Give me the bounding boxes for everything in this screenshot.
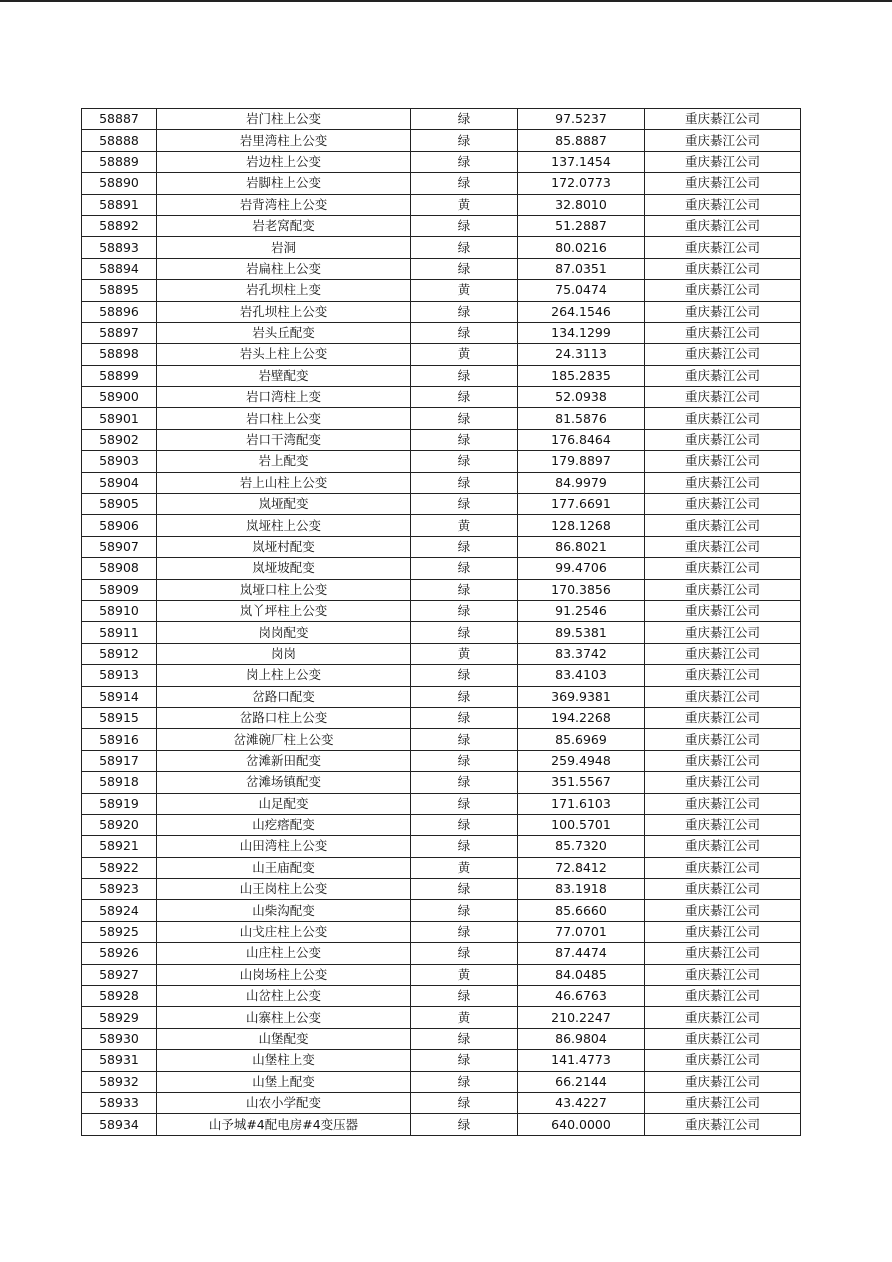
cell-name: 山堡柱上变 bbox=[157, 1050, 411, 1071]
cell-status: 绿 bbox=[411, 729, 518, 750]
cell-company: 重庆綦江公司 bbox=[645, 986, 801, 1007]
cell-status: 绿 bbox=[411, 921, 518, 942]
cell-company: 重庆綦江公司 bbox=[645, 173, 801, 194]
cell-name: 岔滩场镇配变 bbox=[157, 772, 411, 793]
cell-name: 岩老窝配变 bbox=[157, 215, 411, 236]
cell-company: 重庆綦江公司 bbox=[645, 643, 801, 664]
table-row bbox=[82, 215, 801, 236]
cell-company: 重庆綦江公司 bbox=[645, 1007, 801, 1028]
cell-status: 绿 bbox=[411, 943, 518, 964]
cell-company: 重庆綦江公司 bbox=[645, 429, 801, 450]
cell-company: 重庆綦江公司 bbox=[645, 387, 801, 408]
cell-value: 87.4474 bbox=[518, 943, 645, 964]
cell-value: 91.2546 bbox=[518, 600, 645, 621]
cell-company: 重庆綦江公司 bbox=[645, 472, 801, 493]
cell-status: 绿 bbox=[411, 1050, 518, 1071]
table-row bbox=[82, 237, 801, 258]
cell-name: 岩头丘配变 bbox=[157, 322, 411, 343]
cell-name: 山岗场柱上公变 bbox=[157, 964, 411, 985]
cell-status: 绿 bbox=[411, 600, 518, 621]
cell-name: 山王岗柱上公变 bbox=[157, 879, 411, 900]
cell-name: 岩脚柱上公变 bbox=[157, 173, 411, 194]
cell-value: 179.8897 bbox=[518, 451, 645, 472]
top-border-line bbox=[0, 0, 892, 2]
cell-id: 58933 bbox=[82, 1092, 157, 1113]
cell-name: 岩上配变 bbox=[157, 451, 411, 472]
cell-id: 58894 bbox=[82, 258, 157, 279]
cell-company: 重庆綦江公司 bbox=[645, 109, 801, 130]
cell-name: 岔滩碗厂柱上公变 bbox=[157, 729, 411, 750]
cell-value: 170.3856 bbox=[518, 579, 645, 600]
cell-company: 重庆綦江公司 bbox=[645, 322, 801, 343]
cell-id: 58899 bbox=[82, 365, 157, 386]
cell-id: 58922 bbox=[82, 857, 157, 878]
cell-value: 137.1454 bbox=[518, 151, 645, 172]
cell-value: 51.2887 bbox=[518, 215, 645, 236]
cell-company: 重庆綦江公司 bbox=[645, 365, 801, 386]
cell-name: 岩扁柱上公变 bbox=[157, 258, 411, 279]
cell-status: 绿 bbox=[411, 451, 518, 472]
cell-status: 黄 bbox=[411, 280, 518, 301]
cell-value: 75.0474 bbox=[518, 280, 645, 301]
cell-company: 重庆綦江公司 bbox=[645, 943, 801, 964]
cell-value: 83.3742 bbox=[518, 643, 645, 664]
cell-company: 重庆綦江公司 bbox=[645, 964, 801, 985]
table-row bbox=[82, 686, 801, 707]
cell-id: 58909 bbox=[82, 579, 157, 600]
cell-id: 58914 bbox=[82, 686, 157, 707]
cell-status: 绿 bbox=[411, 1028, 518, 1049]
cell-name: 岩边柱上公变 bbox=[157, 151, 411, 172]
cell-company: 重庆綦江公司 bbox=[645, 857, 801, 878]
cell-company: 重庆綦江公司 bbox=[645, 408, 801, 429]
cell-company: 重庆綦江公司 bbox=[645, 729, 801, 750]
cell-id: 58905 bbox=[82, 494, 157, 515]
cell-id: 58900 bbox=[82, 387, 157, 408]
cell-status: 绿 bbox=[411, 536, 518, 557]
cell-company: 重庆綦江公司 bbox=[645, 130, 801, 151]
cell-id: 58906 bbox=[82, 515, 157, 536]
cell-status: 绿 bbox=[411, 109, 518, 130]
cell-id: 58920 bbox=[82, 814, 157, 835]
cell-status: 绿 bbox=[411, 793, 518, 814]
cell-status: 绿 bbox=[411, 387, 518, 408]
cell-name: 岩口干湾配变 bbox=[157, 429, 411, 450]
table-row bbox=[82, 151, 801, 172]
table-row bbox=[82, 964, 801, 985]
cell-value: 72.8412 bbox=[518, 857, 645, 878]
cell-name: 岩口湾柱上变 bbox=[157, 387, 411, 408]
table-row bbox=[82, 1050, 801, 1071]
cell-status: 绿 bbox=[411, 301, 518, 322]
cell-status: 绿 bbox=[411, 258, 518, 279]
cell-value: 87.0351 bbox=[518, 258, 645, 279]
cell-status: 绿 bbox=[411, 151, 518, 172]
table-row bbox=[82, 793, 801, 814]
cell-company: 重庆綦江公司 bbox=[645, 515, 801, 536]
cell-value: 77.0701 bbox=[518, 921, 645, 942]
cell-value: 83.4103 bbox=[518, 665, 645, 686]
cell-id: 58923 bbox=[82, 879, 157, 900]
cell-id: 58896 bbox=[82, 301, 157, 322]
cell-company: 重庆綦江公司 bbox=[645, 750, 801, 771]
cell-status: 黄 bbox=[411, 964, 518, 985]
table-row bbox=[82, 986, 801, 1007]
cell-name: 岗上柱上公变 bbox=[157, 665, 411, 686]
cell-status: 绿 bbox=[411, 237, 518, 258]
cell-company: 重庆綦江公司 bbox=[645, 879, 801, 900]
cell-status: 绿 bbox=[411, 130, 518, 151]
cell-status: 绿 bbox=[411, 900, 518, 921]
cell-company: 重庆綦江公司 bbox=[645, 344, 801, 365]
cell-status: 黄 bbox=[411, 1007, 518, 1028]
cell-id: 58928 bbox=[82, 986, 157, 1007]
cell-company: 重庆綦江公司 bbox=[645, 215, 801, 236]
cell-status: 绿 bbox=[411, 408, 518, 429]
table-row bbox=[82, 1007, 801, 1028]
cell-company: 重庆綦江公司 bbox=[645, 836, 801, 857]
table-row bbox=[82, 280, 801, 301]
cell-name: 岚垭坡配变 bbox=[157, 558, 411, 579]
cell-company: 重庆綦江公司 bbox=[645, 151, 801, 172]
cell-status: 绿 bbox=[411, 558, 518, 579]
table-row bbox=[82, 494, 801, 515]
table-row bbox=[82, 536, 801, 557]
cell-value: 100.5701 bbox=[518, 814, 645, 835]
table-row bbox=[82, 772, 801, 793]
cell-name: 岩孔坝柱上公变 bbox=[157, 301, 411, 322]
cell-company: 重庆綦江公司 bbox=[645, 258, 801, 279]
cell-id: 58888 bbox=[82, 130, 157, 151]
cell-id: 58913 bbox=[82, 665, 157, 686]
table-row bbox=[82, 558, 801, 579]
cell-name: 岔路口柱上公变 bbox=[157, 707, 411, 728]
cell-company: 重庆綦江公司 bbox=[645, 579, 801, 600]
table-row bbox=[82, 1028, 801, 1049]
cell-id: 58934 bbox=[82, 1114, 157, 1135]
cell-status: 绿 bbox=[411, 322, 518, 343]
cell-status: 绿 bbox=[411, 772, 518, 793]
cell-status: 绿 bbox=[411, 686, 518, 707]
cell-status: 绿 bbox=[411, 1071, 518, 1092]
cell-id: 58918 bbox=[82, 772, 157, 793]
cell-name: 岩里湾柱上公变 bbox=[157, 130, 411, 151]
cell-name: 岚丫坪柱上公变 bbox=[157, 600, 411, 621]
cell-company: 重庆綦江公司 bbox=[645, 793, 801, 814]
table-body bbox=[82, 109, 801, 1136]
table-row bbox=[82, 365, 801, 386]
cell-id: 58911 bbox=[82, 622, 157, 643]
cell-status: 黄 bbox=[411, 344, 518, 365]
cell-name: 岩门柱上公变 bbox=[157, 109, 411, 130]
cell-name: 山柴沟配变 bbox=[157, 900, 411, 921]
cell-company: 重庆綦江公司 bbox=[645, 1028, 801, 1049]
cell-status: 黄 bbox=[411, 643, 518, 664]
cell-company: 重庆綦江公司 bbox=[645, 814, 801, 835]
table-row bbox=[82, 729, 801, 750]
cell-status: 绿 bbox=[411, 879, 518, 900]
cell-id: 58892 bbox=[82, 215, 157, 236]
cell-name: 山予城#4配电房#4变压器 bbox=[157, 1114, 411, 1135]
cell-value: 194.2268 bbox=[518, 707, 645, 728]
cell-name: 山岔柱上公变 bbox=[157, 986, 411, 1007]
cell-status: 绿 bbox=[411, 365, 518, 386]
cell-company: 重庆綦江公司 bbox=[645, 1114, 801, 1135]
cell-value: 85.8887 bbox=[518, 130, 645, 151]
table-row bbox=[82, 322, 801, 343]
cell-value: 259.4948 bbox=[518, 750, 645, 771]
cell-value: 83.1918 bbox=[518, 879, 645, 900]
cell-id: 58897 bbox=[82, 322, 157, 343]
cell-status: 绿 bbox=[411, 622, 518, 643]
cell-status: 黄 bbox=[411, 857, 518, 878]
cell-name: 岚垭配变 bbox=[157, 494, 411, 515]
cell-status: 绿 bbox=[411, 836, 518, 857]
cell-id: 58929 bbox=[82, 1007, 157, 1028]
cell-name: 山足配变 bbox=[157, 793, 411, 814]
cell-id: 58912 bbox=[82, 643, 157, 664]
table-row bbox=[82, 943, 801, 964]
table-row bbox=[82, 921, 801, 942]
table-row bbox=[82, 1114, 801, 1135]
table-row bbox=[82, 814, 801, 835]
cell-status: 绿 bbox=[411, 429, 518, 450]
cell-name: 岗岗配变 bbox=[157, 622, 411, 643]
cell-company: 重庆綦江公司 bbox=[645, 536, 801, 557]
cell-id: 58917 bbox=[82, 750, 157, 771]
cell-name: 岩头上柱上公变 bbox=[157, 344, 411, 365]
table-row bbox=[82, 472, 801, 493]
cell-company: 重庆綦江公司 bbox=[645, 1050, 801, 1071]
table-row bbox=[82, 707, 801, 728]
cell-value: 171.6103 bbox=[518, 793, 645, 814]
cell-value: 351.5567 bbox=[518, 772, 645, 793]
cell-id: 58891 bbox=[82, 194, 157, 215]
cell-value: 177.6691 bbox=[518, 494, 645, 515]
cell-name: 岩壁配变 bbox=[157, 365, 411, 386]
cell-status: 绿 bbox=[411, 173, 518, 194]
cell-status: 绿 bbox=[411, 494, 518, 515]
cell-value: 141.4773 bbox=[518, 1050, 645, 1071]
cell-value: 185.2835 bbox=[518, 365, 645, 386]
cell-name: 山堡配变 bbox=[157, 1028, 411, 1049]
cell-name: 岔路口配变 bbox=[157, 686, 411, 707]
table-row bbox=[82, 451, 801, 472]
cell-id: 58908 bbox=[82, 558, 157, 579]
table-row bbox=[82, 173, 801, 194]
cell-id: 58916 bbox=[82, 729, 157, 750]
table-row bbox=[82, 900, 801, 921]
cell-id: 58889 bbox=[82, 151, 157, 172]
cell-value: 85.7320 bbox=[518, 836, 645, 857]
cell-id: 58931 bbox=[82, 1050, 157, 1071]
cell-status: 绿 bbox=[411, 707, 518, 728]
cell-company: 重庆綦江公司 bbox=[645, 1071, 801, 1092]
cell-company: 重庆綦江公司 bbox=[645, 772, 801, 793]
cell-id: 58903 bbox=[82, 451, 157, 472]
cell-value: 84.0485 bbox=[518, 964, 645, 985]
cell-id: 58890 bbox=[82, 173, 157, 194]
cell-company: 重庆綦江公司 bbox=[645, 686, 801, 707]
data-table bbox=[81, 108, 801, 1136]
cell-status: 绿 bbox=[411, 814, 518, 835]
cell-value: 99.4706 bbox=[518, 558, 645, 579]
table-row bbox=[82, 408, 801, 429]
cell-id: 58930 bbox=[82, 1028, 157, 1049]
cell-company: 重庆綦江公司 bbox=[645, 301, 801, 322]
cell-value: 640.0000 bbox=[518, 1114, 645, 1135]
cell-id: 58895 bbox=[82, 280, 157, 301]
table-row bbox=[82, 344, 801, 365]
cell-id: 58904 bbox=[82, 472, 157, 493]
cell-status: 黄 bbox=[411, 194, 518, 215]
cell-status: 黄 bbox=[411, 515, 518, 536]
cell-value: 172.0773 bbox=[518, 173, 645, 194]
cell-status: 绿 bbox=[411, 665, 518, 686]
cell-name: 山堡上配变 bbox=[157, 1071, 411, 1092]
cell-value: 43.4227 bbox=[518, 1092, 645, 1113]
cell-company: 重庆綦江公司 bbox=[645, 1092, 801, 1113]
cell-name: 岚垭柱上公变 bbox=[157, 515, 411, 536]
cell-value: 89.5381 bbox=[518, 622, 645, 643]
table-row bbox=[82, 1071, 801, 1092]
cell-name: 岩孔坝柱上变 bbox=[157, 280, 411, 301]
cell-id: 58902 bbox=[82, 429, 157, 450]
cell-status: 绿 bbox=[411, 215, 518, 236]
cell-name: 岩口柱上公变 bbox=[157, 408, 411, 429]
cell-name: 岩洞 bbox=[157, 237, 411, 258]
cell-name: 岩上山柱上公变 bbox=[157, 472, 411, 493]
cell-id: 58910 bbox=[82, 600, 157, 621]
cell-company: 重庆綦江公司 bbox=[645, 900, 801, 921]
cell-value: 84.9979 bbox=[518, 472, 645, 493]
cell-name: 山庄柱上公变 bbox=[157, 943, 411, 964]
cell-id: 58927 bbox=[82, 964, 157, 985]
cell-company: 重庆綦江公司 bbox=[645, 622, 801, 643]
cell-company: 重庆綦江公司 bbox=[645, 280, 801, 301]
cell-name: 山疙瘩配变 bbox=[157, 814, 411, 835]
cell-company: 重庆綦江公司 bbox=[645, 237, 801, 258]
table-row bbox=[82, 515, 801, 536]
table-row bbox=[82, 750, 801, 771]
cell-name: 山王庙配变 bbox=[157, 857, 411, 878]
table-row bbox=[82, 1092, 801, 1113]
table-row bbox=[82, 579, 801, 600]
cell-value: 32.8010 bbox=[518, 194, 645, 215]
cell-value: 134.1299 bbox=[518, 322, 645, 343]
cell-company: 重庆綦江公司 bbox=[645, 558, 801, 579]
cell-name: 山田湾柱上公变 bbox=[157, 836, 411, 857]
cell-name: 山寨柱上公变 bbox=[157, 1007, 411, 1028]
cell-value: 46.6763 bbox=[518, 986, 645, 1007]
cell-name: 岔滩新田配变 bbox=[157, 750, 411, 771]
cell-value: 264.1546 bbox=[518, 301, 645, 322]
table-row bbox=[82, 301, 801, 322]
cell-value: 80.0216 bbox=[518, 237, 645, 258]
table-row bbox=[82, 194, 801, 215]
cell-value: 86.8021 bbox=[518, 536, 645, 557]
cell-value: 85.6660 bbox=[518, 900, 645, 921]
cell-value: 24.3113 bbox=[518, 344, 645, 365]
cell-value: 85.6969 bbox=[518, 729, 645, 750]
cell-value: 176.8464 bbox=[518, 429, 645, 450]
cell-name: 岚垭口柱上公变 bbox=[157, 579, 411, 600]
cell-id: 58915 bbox=[82, 707, 157, 728]
table-row bbox=[82, 643, 801, 664]
cell-status: 绿 bbox=[411, 1092, 518, 1113]
table-row bbox=[82, 429, 801, 450]
cell-value: 97.5237 bbox=[518, 109, 645, 130]
cell-value: 210.2247 bbox=[518, 1007, 645, 1028]
cell-id: 58907 bbox=[82, 536, 157, 557]
cell-id: 58901 bbox=[82, 408, 157, 429]
cell-name: 山农小学配变 bbox=[157, 1092, 411, 1113]
cell-id: 58932 bbox=[82, 1071, 157, 1092]
cell-status: 绿 bbox=[411, 1114, 518, 1135]
cell-id: 58898 bbox=[82, 344, 157, 365]
cell-id: 58924 bbox=[82, 900, 157, 921]
cell-id: 58921 bbox=[82, 836, 157, 857]
table-row bbox=[82, 857, 801, 878]
table-row bbox=[82, 130, 801, 151]
cell-status: 绿 bbox=[411, 472, 518, 493]
cell-value: 66.2144 bbox=[518, 1071, 645, 1092]
table-row bbox=[82, 622, 801, 643]
cell-company: 重庆綦江公司 bbox=[645, 494, 801, 515]
cell-status: 绿 bbox=[411, 750, 518, 771]
cell-value: 369.9381 bbox=[518, 686, 645, 707]
cell-name: 山戈庄柱上公变 bbox=[157, 921, 411, 942]
cell-id: 58926 bbox=[82, 943, 157, 964]
cell-id: 58925 bbox=[82, 921, 157, 942]
cell-company: 重庆綦江公司 bbox=[645, 194, 801, 215]
cell-company: 重庆綦江公司 bbox=[645, 600, 801, 621]
cell-company: 重庆綦江公司 bbox=[645, 451, 801, 472]
cell-value: 86.9804 bbox=[518, 1028, 645, 1049]
table-row bbox=[82, 665, 801, 686]
cell-name: 岩背湾柱上公变 bbox=[157, 194, 411, 215]
table-row bbox=[82, 600, 801, 621]
cell-value: 52.0938 bbox=[518, 387, 645, 408]
table-row bbox=[82, 109, 801, 130]
cell-company: 重庆綦江公司 bbox=[645, 665, 801, 686]
cell-id: 58893 bbox=[82, 237, 157, 258]
cell-name: 岚垭村配变 bbox=[157, 536, 411, 557]
cell-value: 128.1268 bbox=[518, 515, 645, 536]
cell-status: 绿 bbox=[411, 579, 518, 600]
cell-id: 58887 bbox=[82, 109, 157, 130]
table-row bbox=[82, 836, 801, 857]
cell-company: 重庆綦江公司 bbox=[645, 707, 801, 728]
table-row bbox=[82, 258, 801, 279]
cell-status: 绿 bbox=[411, 986, 518, 1007]
cell-id: 58919 bbox=[82, 793, 157, 814]
table-row bbox=[82, 387, 801, 408]
table-row bbox=[82, 879, 801, 900]
cell-company: 重庆綦江公司 bbox=[645, 921, 801, 942]
cell-name: 岗岗 bbox=[157, 643, 411, 664]
cell-value: 81.5876 bbox=[518, 408, 645, 429]
